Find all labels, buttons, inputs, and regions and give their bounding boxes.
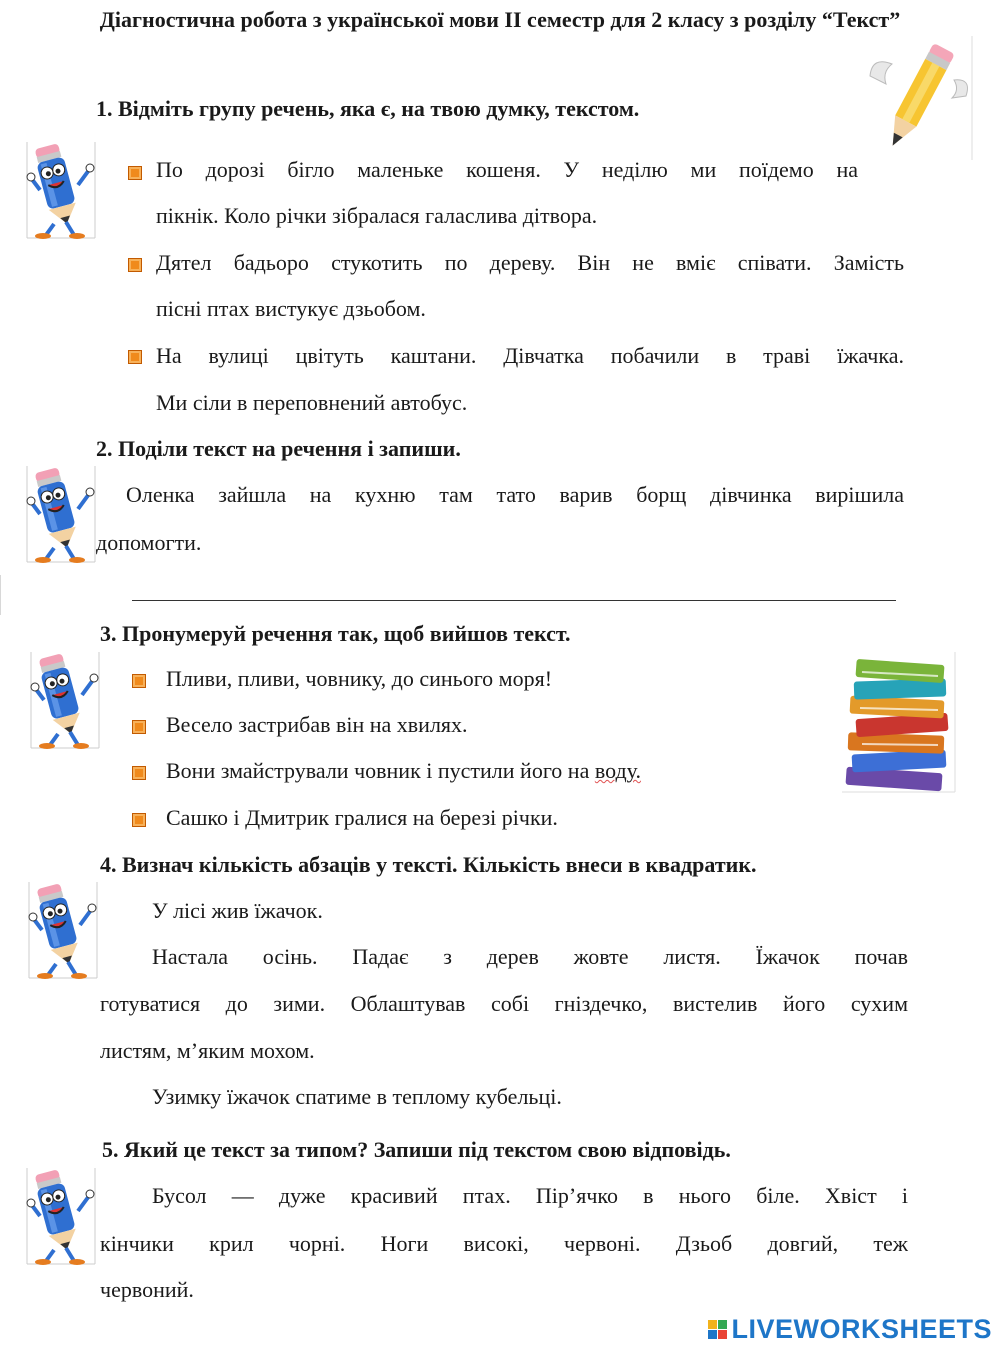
option1-text-line1: По дорозі бігло маленьке кошеня. У неділю ми поїдемо на [156, 157, 858, 182]
option3-checkbox[interactable] [128, 350, 142, 364]
sentence1-text: Пливи, пливи, човнику, до синього моря! [166, 666, 553, 691]
option1-checkbox[interactable] [128, 166, 142, 180]
option3-text-line2: Ми сіли в переповнений автобус. [156, 390, 468, 415]
task5-line1: Бусол — дуже красивий птах. Пір’ячко в нього біле. Хвіст і [152, 1183, 908, 1208]
task5-line3: червоний. [100, 1277, 194, 1302]
sentence3-text-tail: воду. [594, 758, 641, 783]
sentence4-text: Сашко і Дмитрик гралися на березі річки. [166, 805, 558, 830]
pencil-mascot-icon [30, 650, 100, 750]
logo-blocks-icon [708, 1320, 727, 1339]
sentence3-number-box[interactable] [132, 766, 146, 780]
worksheet-title: Діагностична робота з української мови ІІ семестр для 2 класу з розділу “Текст” [99, 7, 901, 32]
task4-line3: готуватися до зими. Облаштував собі гніздечко, вистелив його сухим [100, 991, 908, 1016]
pencil-mascot-icon [28, 880, 98, 980]
sentence4-number-box[interactable] [132, 813, 146, 827]
task4-line5: Узимку їжачок спатиме в теплому кубельці. [152, 1084, 562, 1109]
option1-text-line2: пікнік. Коло річки зібралася галаслива дітвора. [156, 203, 598, 228]
task4-line1: У лісі жив їжачок. [152, 898, 323, 923]
page-edge [0, 575, 1, 615]
option3-text-line1: На вулиці цвітуть каштани. Дівчатка побачили в траві їжачка. [156, 343, 904, 368]
task3-heading: 3. Пронумеруй речення так, щоб вийшов текст. [100, 621, 571, 646]
task1-heading: 1. Відміть групу речень, яка є, на твою думку, текстом. [96, 96, 640, 121]
sentence3-text [166, 758, 641, 784]
option2-text-line1: Дятел бадьоро стукотить по дереву. Він не вміє співати. Замість [156, 250, 904, 275]
sentence3-text-main: Вони змайстрували човник і пустили його на [166, 758, 595, 783]
answer-line[interactable] [132, 600, 896, 601]
task5-heading: 5. Який це текст за типом? Запиши під текстом свою відповідь. [102, 1137, 731, 1162]
task5-line2: кінчики крил чорні. Ноги високі, червоні. Дзьоб довгий, теж [100, 1231, 908, 1256]
sentence1-number-box[interactable] [132, 674, 146, 688]
sentence2-text: Весело застрибав він на хвилях. [166, 712, 468, 737]
logo-text: LIVEWORKSHEETS [731, 1314, 992, 1344]
task4-line4: листям, м’яким мохом. [100, 1038, 315, 1063]
liveworksheets-logo[interactable] [708, 1314, 992, 1345]
flying-pencil-icon [862, 36, 974, 160]
pencil-mascot-icon [26, 1166, 96, 1266]
option2-text-line2: пісні птах вистукує дзьобом. [156, 296, 426, 321]
task2-text-line1: Оленка зайшла на кухню там тато варив борщ дівчинка вирішила [126, 482, 904, 507]
pencil-mascot-icon [26, 464, 96, 564]
option2-checkbox[interactable] [128, 258, 142, 272]
task4-heading: 4. Визнач кількість абзаців у тексті. Кількість внеси в квадратик. [100, 852, 757, 877]
task4-line2: Настала осінь. Падає з дерев жовте листя. Їжачок почав [152, 944, 908, 969]
book-stack-icon [842, 652, 958, 794]
pencil-mascot-icon [26, 140, 96, 240]
sentence2-number-box[interactable] [132, 720, 146, 734]
task2-text-line2: допомогти. [96, 530, 202, 555]
task2-heading: 2. Поділи текст на речення і запиши. [96, 436, 461, 461]
